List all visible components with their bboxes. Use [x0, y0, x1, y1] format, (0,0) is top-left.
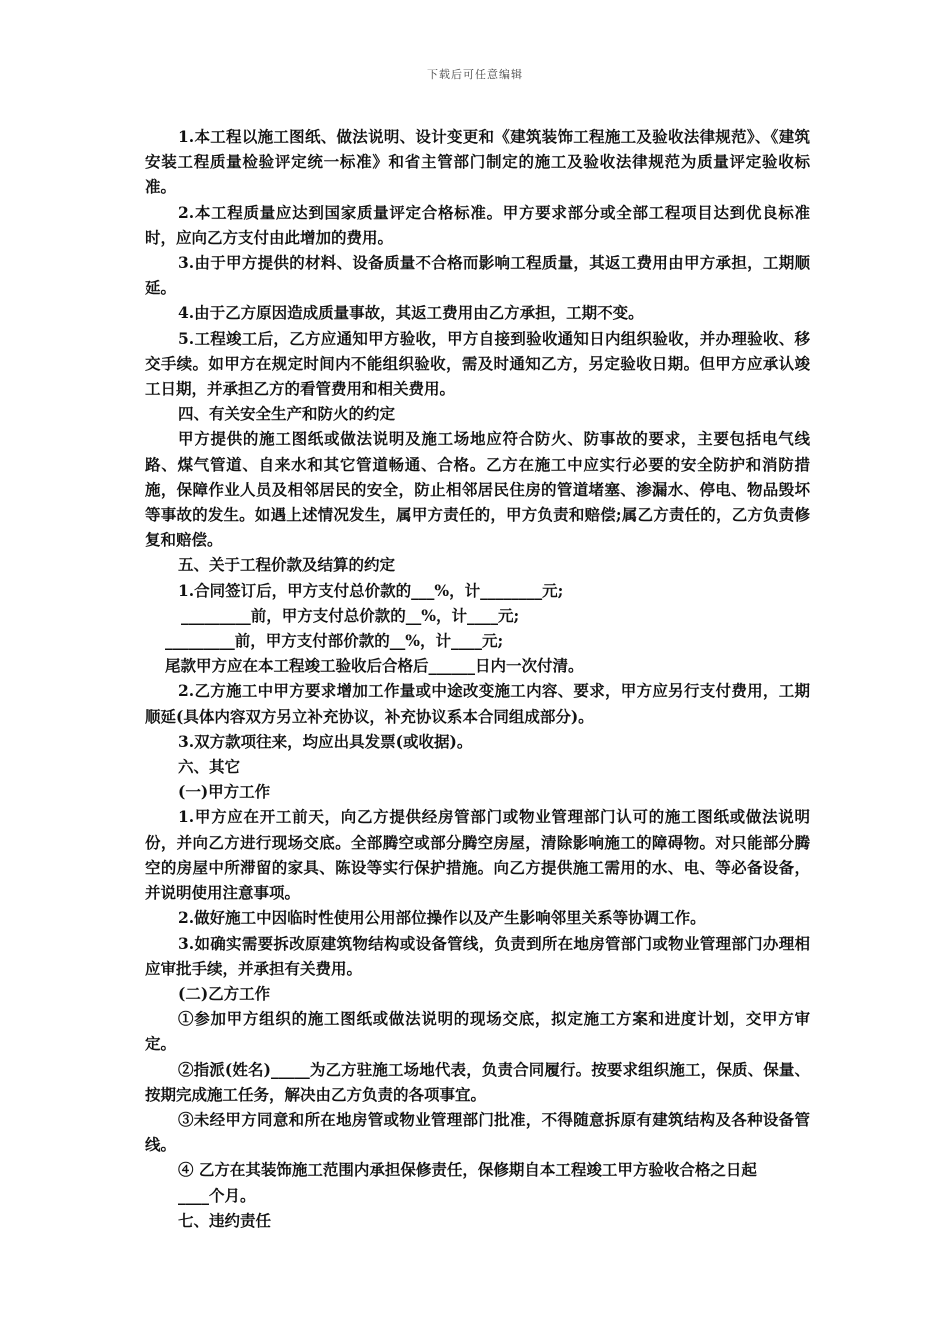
- payment-line-3: _________前，甲方支付部价款的__%，计____元;: [165, 631, 504, 651]
- page-header-note: 下载后可任意编辑: [427, 68, 523, 81]
- paragraph-material-defect: 3.由于甲方提供的材料、设备质量不合格而影响工程质量，其返工费用由甲方承担，工期顺延。: [145, 253, 810, 298]
- section-heading-safety: 四、有关安全生产和防火的约定: [178, 404, 396, 424]
- payment-line-1: 1.合同签订后，甲方支付总价款的___%，计________元;: [178, 580, 564, 600]
- paragraph-party-b-3: ③未经甲方同意和所在地房管或物业管理部门批准，不得随意拆原有建筑结构及各种设备管线。: [145, 1109, 810, 1155]
- payment-final: 尾款甲方应在本工程竣工验收后合格后______日内一次付清。: [165, 656, 584, 676]
- paragraph-party-a-3: 3.如确实需要拆改原建筑物结构或设备管线，负责到所在地房管部门或物业管理部门办理相应审批手续，并承担有关费用。: [145, 933, 810, 978]
- section-heading-other: 六、其它: [178, 757, 241, 777]
- paragraph-quality-standard: 1.本工程以施工图纸、做法说明、设计变更和《建筑装饰工程施工及验收法律规范》、《建筑安装工程质量检验评定统一标准》和省主管部门制定的施工及验收法律规范为质量评定验收标准。: [145, 127, 810, 197]
- paragraph-party-b-4: ④ 乙方在其装饰施工范围内承担保修责任，保修期自本工程竣工甲方验收合格之日起: [178, 1160, 757, 1180]
- subheading-party-a: (一)甲方工作: [178, 782, 271, 802]
- subheading-party-b: (二)乙方工作: [178, 983, 271, 1003]
- paragraph-party-b-2: ②指派(姓名)_____为乙方驻施工场地代表，负责合同履行。按要求组织施工，保质、保量、按期完成施工任务，解决由乙方负责的各项事宜。: [145, 1059, 810, 1104]
- paragraph-completion-acceptance: 5.工程竣工后，乙方应通知甲方验收，甲方自接到验收通知日内组织验收，并办理验收、移交手续。如甲方在规定时间内不能组织验收，需及时通知乙方，另定验收日期。但甲方应承认竣工日期，并承担乙方的看管费用和相关费用。: [145, 328, 810, 399]
- section-heading-breach: 七、违约责任: [178, 1210, 272, 1230]
- paragraph-safety-fire: 甲方提供的施工图纸或做法说明及施工场地应符合防火、防事故的要求，主要包括电气线路、煤气管道、自来水和其它管道畅通、合格。乙方在施工中应实行必要的安全防护和消防措施，保障作业人员及相邻居民的安全，防止相邻居民住房的管道堵塞、渗漏水、停电、物品毁坏等事故的发生。如遇上述情况发生，属甲方责任的，甲方负责和赔偿;属乙方责任的，乙方负责修复和赔偿。: [145, 429, 810, 550]
- paragraph-contractor-fault: 4.由于乙方原因造成质量事故，其返工费用由乙方承担，工期不变。: [178, 303, 644, 323]
- paragraph-extra-work: 2.乙方施工中甲方要求增加工作量或中途改变施工内容、要求，甲方应另行支付费用，工期顺延(具体内容双方另立补充协议，补充协议系本合同组成部分)。: [145, 681, 810, 726]
- payment-line-2: _________前，甲方支付总价款的__%，计____元;: [181, 605, 520, 625]
- paragraph-quality-target: 2.本工程质量应达到国家质量评定合格标准。甲方要求部分或全部工程项目达到优良标准时，应向乙方支付由此增加的费用。: [145, 202, 810, 247]
- paragraph-party-a-2: 2.做好施工中因临时性使用公用部位操作以及产生影响邻里关系等协调工作。: [178, 908, 706, 928]
- document-body: [145, 124, 810, 1233]
- paragraph-party-b-4-months: ____个月。: [178, 1185, 256, 1205]
- paragraph-party-b-1: ①参加甲方组织的施工图纸或做法说明的现场交底，拟定施工方案和进度计划，交甲方审定。: [145, 1009, 810, 1054]
- section-heading-payment: 五、关于工程价款及结算的约定: [178, 555, 396, 575]
- paragraph-party-a-1: 1.甲方应在开工前天，向乙方提供经房管部门或物业管理部门认可的施工图纸或做法说明份，并向乙方进行现场交底。全部腾空或部分腾空房屋，清除影响施工的障碍物。对只能部分腾空的房屋中所滞留的家具、陈设等实行保护措施。向乙方提供施工需用的水、电、等必备设备，并说明使用注意事项。: [145, 807, 810, 903]
- paragraph-invoices: 3.双方款项往来，均应出具发票(或收据)。: [178, 731, 473, 751]
